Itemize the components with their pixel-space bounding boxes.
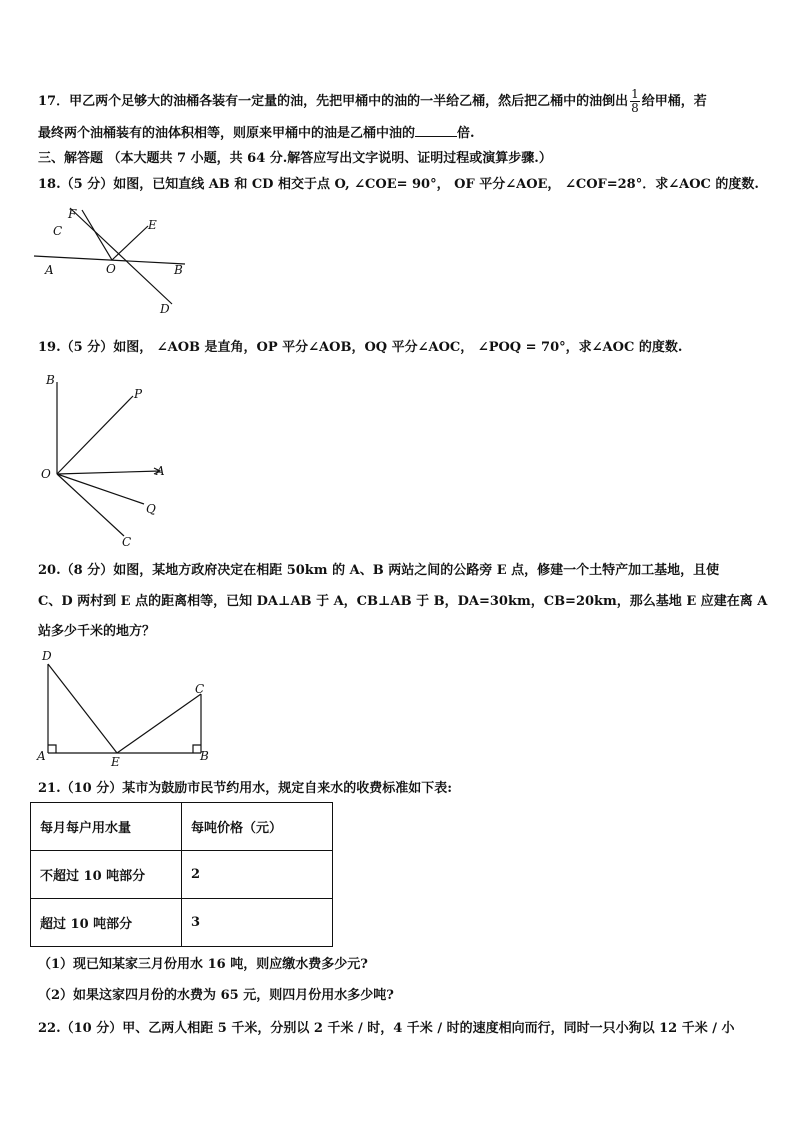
q20-figure — [40, 660, 215, 770]
label-c: C — [122, 535, 132, 549]
q17-text-line2a: 最终两个油桶装有的油体积相等，则原来甲桶中的油是乙桶中油的 — [38, 126, 416, 141]
ray-oa — [57, 471, 160, 474]
label-c: C — [195, 682, 205, 696]
q17-line1 — [38, 88, 707, 115]
label-a: A — [156, 464, 165, 478]
table-cell: 不超过 10 吨部分 — [31, 851, 182, 899]
fraction-numerator: 1 — [631, 87, 639, 101]
table-cell: 2 — [182, 851, 333, 899]
q20-line1: 20.（8 分）如图，某地方政府决定在相距 50km 的 A、B 两站之间的公路旁 E 点，修建一个土特产加工基地，且使 — [38, 563, 720, 578]
label-a: A — [37, 749, 46, 763]
ray-op — [57, 396, 133, 474]
ray-oq — [57, 474, 144, 504]
label-q: Q — [146, 502, 156, 516]
section-heading: 三、解答题 （本大题共 7 小题，共 64 分.解答应写出文字说明、证明过程或演算步骤.） — [38, 151, 552, 166]
label-o: O — [41, 467, 51, 481]
label-d: D — [42, 649, 52, 663]
q21-text: 21.（10 分）某市为鼓励市民节约用水，规定自来水的收费标准如下表: — [38, 781, 453, 796]
q21-sub2: （2）如果这家四月份的水费为 65 元，则四月份用水多少吨? — [38, 988, 394, 1003]
label-e: E — [148, 218, 157, 232]
table-header-cell: 每吨价格（元） — [182, 803, 333, 851]
label-c: C — [53, 224, 63, 238]
table-row — [31, 803, 333, 851]
table-header-cell: 每月每户用水量 — [31, 803, 182, 851]
fee-table — [30, 802, 333, 947]
fraction-denominator: 8 — [631, 101, 639, 115]
label-f: F — [68, 207, 77, 221]
label-p: P — [134, 387, 143, 401]
label-e: E — [111, 755, 120, 769]
ray-oe — [112, 226, 148, 260]
q17-text-line2b: 倍. — [457, 126, 475, 141]
q22-text: 22.（10 分）甲、乙两人相距 5 千米，分别以 2 千米 / 时，4 千米 / 时的速度相向而行，同时一只小狗以 12 千米 / 小 — [38, 1021, 735, 1036]
q19-figure — [40, 380, 170, 550]
label-a: A — [45, 263, 54, 277]
label-b: B — [46, 373, 55, 387]
q17-text-part2: 给甲桶，若 — [641, 94, 707, 109]
table-cell: 超过 10 吨部分 — [31, 899, 182, 947]
answer-blank[interactable] — [415, 124, 457, 137]
q20-line3: 站多少千米的地方？ — [38, 624, 156, 639]
segment-ec — [117, 694, 201, 753]
right-angle-a — [48, 745, 56, 753]
label-b: B — [174, 263, 183, 277]
q20-line2: C、D 两村到 E 点的距离相等，已知 DA⊥AB 于 A，CB⊥AB 于 B，DA=30km，CB=20km，那么基地 E 应建在离 A — [38, 594, 768, 609]
q18-figure — [30, 200, 200, 320]
label-o: O — [106, 262, 116, 276]
q19-text: 19.（5 分）如图， ∠AOB 是直角，OP 平分∠AOB，OQ 平分∠AOC， ∠POQ = 70°，求∠AOC 的度数. — [38, 340, 683, 355]
label-d: D — [160, 302, 170, 316]
q18-text: 18.（5 分）如图，已知直线 AB 和 CD 相交于点 O, ∠COE= 90°， OF 平分∠AOE， ∠COF=28°．求∠AOC 的度数. — [38, 177, 759, 192]
segment-de — [48, 664, 117, 753]
fraction-one-eighth — [630, 88, 640, 115]
table-row — [31, 899, 333, 947]
q17-text-part1: 17．甲乙两个足够大的油桶各装有一定量的油，先把甲桶中的油的一半给乙桶，然后把乙桶中的油倒出 — [38, 94, 629, 109]
q17-line2 — [38, 124, 475, 142]
label-b: B — [200, 749, 209, 763]
ray-of — [82, 210, 112, 260]
table-cell: 3 — [182, 899, 333, 947]
q21-sub1: （1）现已知某家三月份用水 16 吨，则应缴水费多少元? — [38, 957, 368, 972]
table-row — [31, 851, 333, 899]
ray-oc — [57, 474, 124, 536]
